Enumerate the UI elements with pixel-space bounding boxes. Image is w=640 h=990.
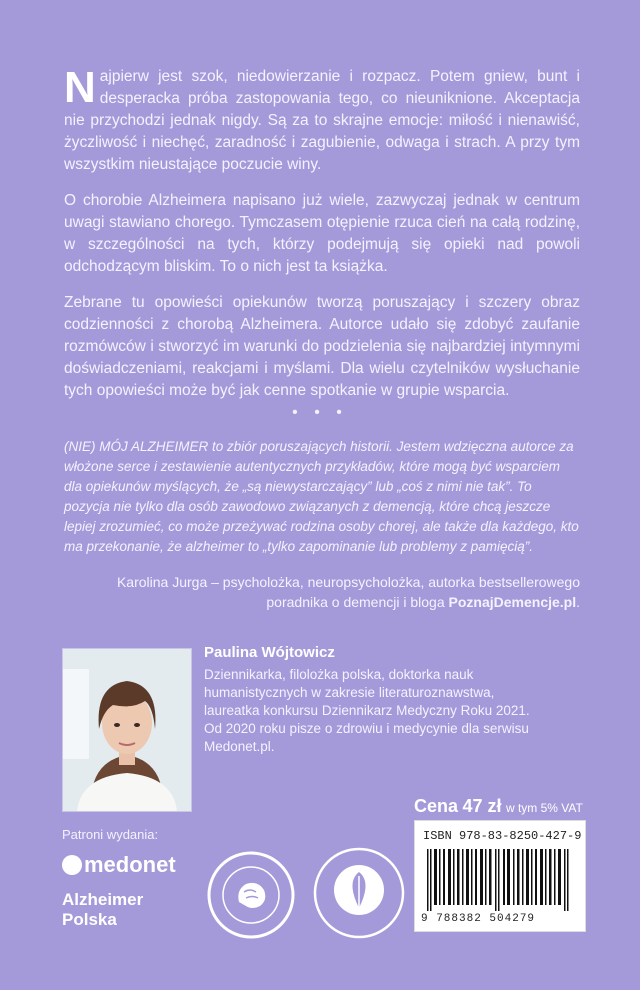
alzheimer-polska-logo [62,890,143,930]
review-quote [64,437,580,557]
medonet-logo [62,852,176,878]
author-portrait-illustration [63,649,191,811]
price-label: Cena [414,796,459,816]
isbn: ISBN 978-83-8250-427-9 [423,829,582,843]
quote-attribution [64,572,580,612]
medonet-dot-icon [62,855,82,875]
price-amount: 47 zł [462,796,502,816]
price-vat: w tym 5% VAT [505,801,583,815]
blurb-paragraph-1-text: ajpierw jest szok, niedowierzanie i rozpacz. Potem gniew, bunt i desperacka próba zastopowania tego, co nieuniknione. Akceptacja nie przychodzi jednak nigdy. Są za to skrajne emocje: miłość i nienawiść, życzliwość i niechęć, zaradność i zagubienie, odwaga i strach. A przy tym wszystkim nieustające poczucie winy. [64,68,580,173]
barcode-bars [425,849,575,911]
barcode [414,820,586,932]
pta-seal-logo [206,850,296,940]
attribution-site: PoznajDemencje.pl [448,594,577,610]
alzheimer-polska-line-2: Polska [62,910,117,929]
alzheimer-association-seal-logo [312,846,406,940]
alzheimer-polska-line-1: Alzheimer [62,890,144,909]
attribution-end: . [576,594,580,610]
author-photo [62,648,192,812]
price [414,796,583,817]
blurb-paragraph-1 [64,63,580,176]
separator: • • • [292,404,348,421]
quote-book-title: (NIE) MÓJ ALZHEIMER [64,439,209,454]
patrons-label: Patroni wydania: [62,827,159,842]
barcode-number: 9 788382 504279 [421,913,536,925]
drop-cap: N [64,63,96,112]
blurb-paragraph-2: O chorobie Alzheimera napisano już wiele, zazwyczaj jednak w centrum uwagi stawiano chorego. Tymczasem otępienie rzuca cień na całą rodzinę, w szczególności na tych, którzy podejmują się opieki nad powoli odchodzącym bliskim. To o nich jest ta książka. [64,192,580,275]
author-name: Paulina Wójtowicz [204,644,335,661]
medonet-logo-text: medonet [84,852,176,877]
quote-text: to zbiór poruszających historii. Jestem wdzięczna autorce za włożone serce i zestawienie autentycznych przykładów, które mogą być wsparciem dla opiekunów myślących, że „są niewystarczający” lub „coś z nimi nie tak”. To pozycja nie tylko dla osób zawodowo związanych z demencją, które chcą jeszcze lepiej zrozumieć, co może przeżywać rodzina osoby chorej, ale także dla każdego, kto ma przekonanie, że alzheimer to „tylko zapominanie lub problemy z pamięcią”. [64,439,579,554]
blurb [64,63,580,416]
author-bio: Dziennikarka, filolożka polska, doktorka nauk humanistycznych w zakresie literaturoznawstwa, laureatka konkursu Dziennikarz Medyczny Roku 2021. Od 2020 roku pisze o zdrowiu i medycynie dla serwisu Medonet.pl. [204,667,530,754]
blurb-paragraph-3: Zebrane tu opowieści opiekunów tworzą poruszający i szczery obraz codzienności z chorobą Alzheimera. Autorce udało się zdobyć zaufanie rozmówców i stworzyć im warunki do podzielenia się najbardziej intymnymi doświadczeniami, reakcjami i myślami. Dla wielu czytelników wysłuchanie tych opowieści może być jak cenne spotkanie w grupie wsparcia. [64,294,580,399]
attribution-text: Karolina Jurga – psycholożka, neuropsycholożka, autorka bestsellerowego poradnika o demencji i bloga [116,574,580,610]
